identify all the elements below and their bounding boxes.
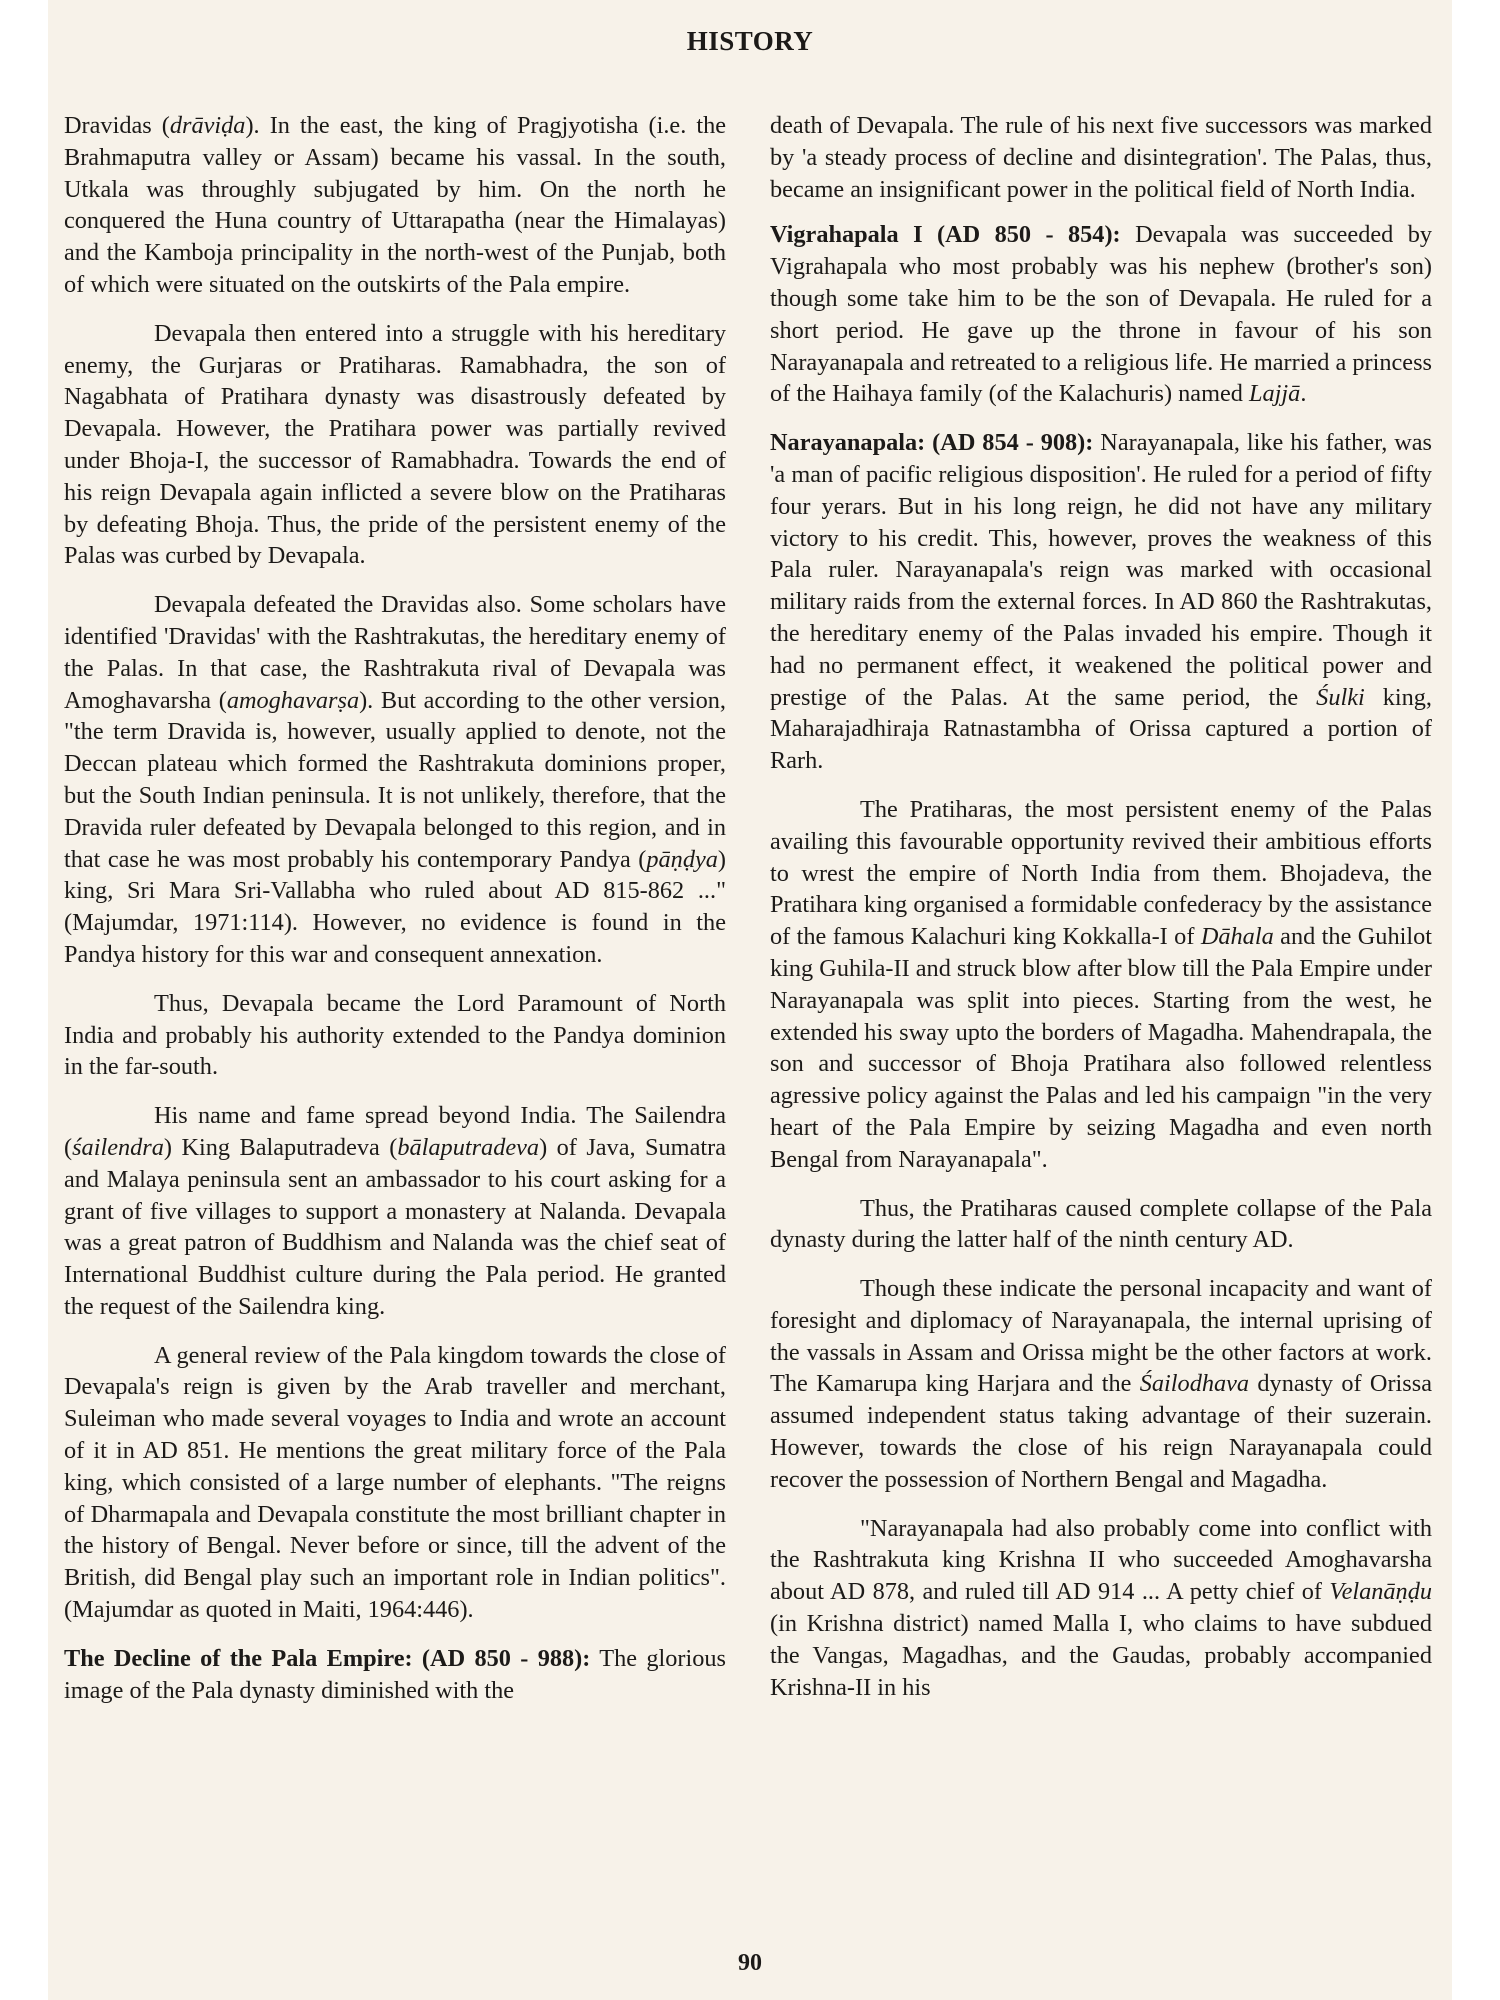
paragraph: Thus, Devapala became the Lord Paramount of North India and probably his authority extended to the Pandya dominion in the far-south. — [64, 989, 726, 1081]
section-paragraph-narayanapala: Narayanapala: (AD 854 - 908): Narayanapala, like his father, was 'a man of pacific religious disposition'. He ruled for a period of fifty four yerars. But in his long reign, he did not have any military victory to his credit. This, however, proves the weakness of this Pala ruler. Narayanapala's reign was marked with occasional military raids from the external forces. In AD 860 the Rashtrakutas, the hereditary enemy of the Palas invaded his empire. Though it had no permanent effect, it weakened the political power and prestige of the Palas. At the same period, the Śulki king, Maharajadhiraja Ratnastambha of Orissa captured a portion of Rarh. — [770, 429, 1432, 775]
paragraph: death of Devapala. The rule of his next five successors was marked by 'a steady process of decline and disintegration'. The Palas, thus, became an insignificant power in the political field of North India. — [770, 112, 1432, 203]
paragraph: "Narayanapala had also probably come into conflict with the Rashtrakuta king Krishna II who succeeded Amoghavarsha about AD 878, and ruled till AD 914 ... A petty chief of Velanāṇḍu (in Krishna district) named Malla I, who claims to have subdued the Vangas, Magadhas, and the Gaudas, probably accompanied Krishna-II in his — [770, 1514, 1432, 1701]
paragraph: His name and fame spread beyond India. The Sailendra (śailendra) King Balaputradeva (bālaputradeva) of Java, Sumatra and Malaya peninsula sent an ambassador to his court asking for a grant of five villages to support a monastery at Nalanda. Devapala was a great patron of Buddhism and Nalanda was the chief seat of International Buddhist culture during the Pala period. He granted the request of the Sailendra king. — [64, 1102, 726, 1320]
section-heading: Vigrahapala I (AD 850 - 854): — [770, 221, 1121, 249]
section-paragraph-decline: The Decline of the Pala Empire: (AD 850 - 988): The glorious image of the Pala dynasty diminished with the — [64, 1644, 726, 1704]
paragraph: Thus, the Pratiharas caused complete collapse of the Pala dynasty during the latter half of the ninth century AD. — [770, 1194, 1432, 1254]
section-heading: The Decline of the Pala Empire: (AD 850 - 988): — [64, 1644, 591, 1672]
page-number: 90 — [738, 1950, 762, 1976]
running-head: HISTORY — [686, 26, 814, 56]
paragraph: Devapala then entered into a struggle with his hereditary enemy, the Gurjaras or Pratiharas. Ramabhadra, the son of Nagabhata of Pratihara dynasty was disastrously defeated by Devapala. However, the Pratihara power was partially revived under Bhoja-I, the successor of Ramabhadra. Towards the end of his reign Devapala again inflicted a severe blow on the Pratiharas by defeating Bhoja. Thus, the pride of the persistent enemy of the Palas was curbed by Devapala. — [64, 319, 726, 570]
left-column — [64, 110, 726, 1706]
paragraph: Devapala defeated the Dravidas also. Some scholars have identified 'Dravidas' with the Rashtrakutas, the hereditary enemy of the Palas. In that case, the Rashtrakuta rival of Devapala was Amoghavarsha (amoghavarṣa). But according to the other version, "the term Dravida is, however, usually applied to denote, not the Deccan plateau which formed the Rashtrakuta dominions proper, but the South Indian peninsula. It is not unlikely, therefore, that the Dravida ruler defeated by Devapala belonged to this region, and in that case he was most probably his contemporary Pandya (pāṇḍya) king, Sri Mara Sri-Vallabha who ruled about AD 815-862 ..." (Majumdar, 1971:114). However, no evidence is found in the Pandya history for this war and consequent annexation. — [64, 591, 726, 968]
right-column — [770, 110, 1432, 1703]
section-heading: Narayanapala: (AD 854 - 908): — [770, 429, 1094, 457]
paragraph: The Pratiharas, the most persistent enemy of the Palas availing this favourable opportunity revived their ambitious efforts to wrest the empire of North India from them. Bhojadeva, the Pratihara king organised a formidable confederacy by the assistance of the famous Kalachuri king Kokkalla-I of Dāhala and the Guhilot king Guhila-II and struck blow after blow till the Pala Empire under Narayanapala was split into pieces. Starting from the west, he extended his sway upto the borders of Magadha. Mahendrapala, the son and successor of Bhoja Pratihara also followed relentless agressive policy against the Palas and led his campaign "in the very heart of the Pala Empire by seizing Magadha and even north Bengal from Narayanapala". — [770, 795, 1433, 1173]
section-paragraph-vigrahapala: Vigrahapala I (AD 850 - 854): Devapala was succeeded by Vigrahapala who most probably was his nephew (brother's son) though some take him to be the son of Devapala. He ruled for a short period. He gave up the throne in favour of his son Narayanapala and retreated to a religious life. He married a princess of the Haihaya family (of the Kalachuris) named Lajjā. — [770, 221, 1433, 408]
paragraph: Dravidas (drāviḍa). In the east, the king of Pragjyotisha (i.e. the Brahmaputra valley or Assam) became his vassal. In the south, Utkala was throughly subjugated by him. On the north he conquered the Huna country of Uttarapatha (near the Himalayas) and the Kamboja principality in the north-west of the Punjab, both of which were situated on the outskirts of the Pala empire. — [64, 112, 727, 298]
paragraph: A general review of the Pala kingdom towards the close of Devapala's reign is given by the Arab traveller and merchant, Suleiman who made several voyages to India and wrote an account of it in AD 851. He mentions the great military force of the Pala king, which consisted of a large number of elephants. "The reigns of Dharmapala and Devapala constitute the most brilliant chapter in the history of Bengal. Never before or since, till the advent of the British, did Bengal play such an important role in Indian politics". (Majumdar as quoted in Maiti, 1964:446). — [64, 1341, 726, 1624]
book-page — [48, 0, 1452, 2000]
paragraph: Though these indicate the personal incapacity and want of foresight and diplomacy of Narayanapala, the internal uprising of the vassals in Assam and Orissa might be the other factors at work. The Kamarupa king Harjara and the Śailodhava dynasty of Orissa assumed independent status taking advantage of their suzerain. However, towards the close of his reign Narayanapala could recover the possession of Northern Bengal and Magadha. — [770, 1275, 1432, 1493]
